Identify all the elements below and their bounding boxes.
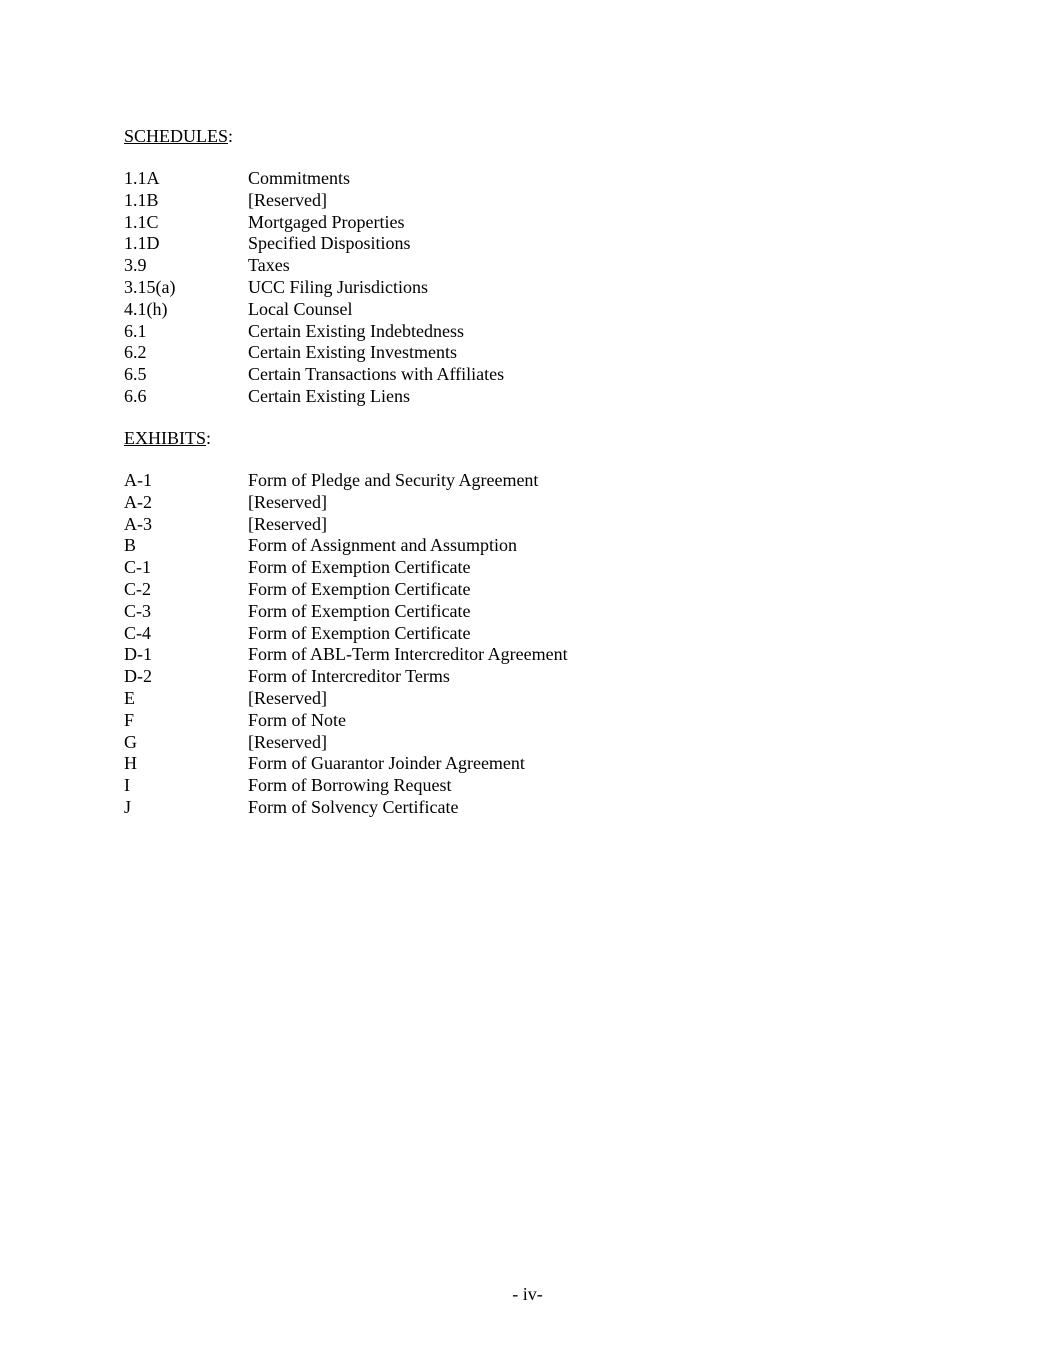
item-title: Certain Transactions with Affiliates — [248, 364, 505, 385]
item-code: E — [124, 687, 135, 708]
item-title: Form of Solvency Certificate — [248, 796, 459, 817]
item-code: A-1 — [124, 470, 152, 490]
item-title: Form of Borrowing Request — [248, 775, 452, 796]
item-code: C-4 — [124, 622, 151, 643]
page-number: - iv- — [512, 1284, 543, 1304]
item-code: 1.1D — [124, 233, 160, 254]
item-title: Certain Existing Liens — [248, 385, 410, 406]
item-code: A-3 — [124, 513, 152, 534]
exhibits-heading-colon: : — [206, 428, 212, 448]
item-title: Form of Exemption Certificate — [248, 622, 471, 643]
item-title: [Reserved] — [248, 513, 327, 534]
item-code: 4.1(h) — [124, 298, 168, 319]
item-title: Form of Note — [248, 709, 346, 730]
item-code: 6.1 — [124, 320, 147, 341]
item-title: UCC Filing Jurisdictions — [248, 276, 429, 297]
item-code: C-2 — [124, 578, 151, 599]
item-title: [Reserved] — [248, 687, 327, 708]
item-title: Taxes — [248, 255, 290, 276]
item-title: Mortgaged Properties — [248, 211, 405, 232]
item-code: C-1 — [124, 557, 151, 578]
schedules-heading — [124, 125, 233, 147]
item-title: Form of Exemption Certificate — [248, 557, 471, 578]
exhibits-heading-text: EXHIBITS — [124, 428, 206, 448]
item-code: J — [124, 796, 132, 817]
item-title: [Reserved] — [248, 491, 327, 512]
exhibits-heading — [124, 427, 211, 449]
item-title: Local Counsel — [248, 298, 353, 319]
item-code: 6.2 — [124, 342, 147, 363]
item-code: A-2 — [124, 491, 152, 512]
item-code: 6.6 — [124, 385, 147, 406]
item-code: C-3 — [124, 600, 151, 621]
item-title: Form of Exemption Certificate — [248, 578, 471, 599]
item-code: 1.1B — [124, 189, 159, 210]
item-title: [Reserved] — [248, 731, 327, 752]
item-code: 1.1A — [124, 168, 160, 188]
item-title: Commitments — [248, 168, 351, 188]
item-title: Form of Guarantor Joinder Agreement — [248, 753, 525, 774]
item-code: G — [124, 731, 137, 752]
item-code: I — [124, 775, 130, 796]
item-code: D-1 — [124, 644, 152, 665]
item-code: D-2 — [124, 666, 152, 687]
item-title: Form of ABL-Term Intercreditor Agreement — [248, 644, 568, 665]
item-title: Specified Dispositions — [248, 233, 411, 254]
item-title: Form of Assignment and Assumption — [248, 535, 518, 556]
item-title: [Reserved] — [248, 189, 327, 210]
item-title: Form of Intercreditor Terms — [248, 666, 450, 687]
item-title: Form of Exemption Certificate — [248, 600, 471, 621]
item-title: Form of Pledge and Security Agreement — [248, 470, 539, 490]
item-code: 1.1C — [124, 211, 159, 232]
schedules-heading-colon: : — [228, 126, 234, 146]
item-title: Certain Existing Indebtedness — [248, 320, 464, 341]
item-title: Certain Existing Investments — [248, 342, 457, 363]
item-code: 3.15(a) — [124, 276, 176, 297]
item-code: H — [124, 753, 137, 774]
item-code: 3.9 — [124, 255, 147, 276]
item-code: F — [124, 709, 135, 730]
item-code: B — [124, 535, 137, 556]
schedules-heading-text: SCHEDULES — [124, 126, 229, 146]
item-code: 6.5 — [124, 364, 147, 385]
